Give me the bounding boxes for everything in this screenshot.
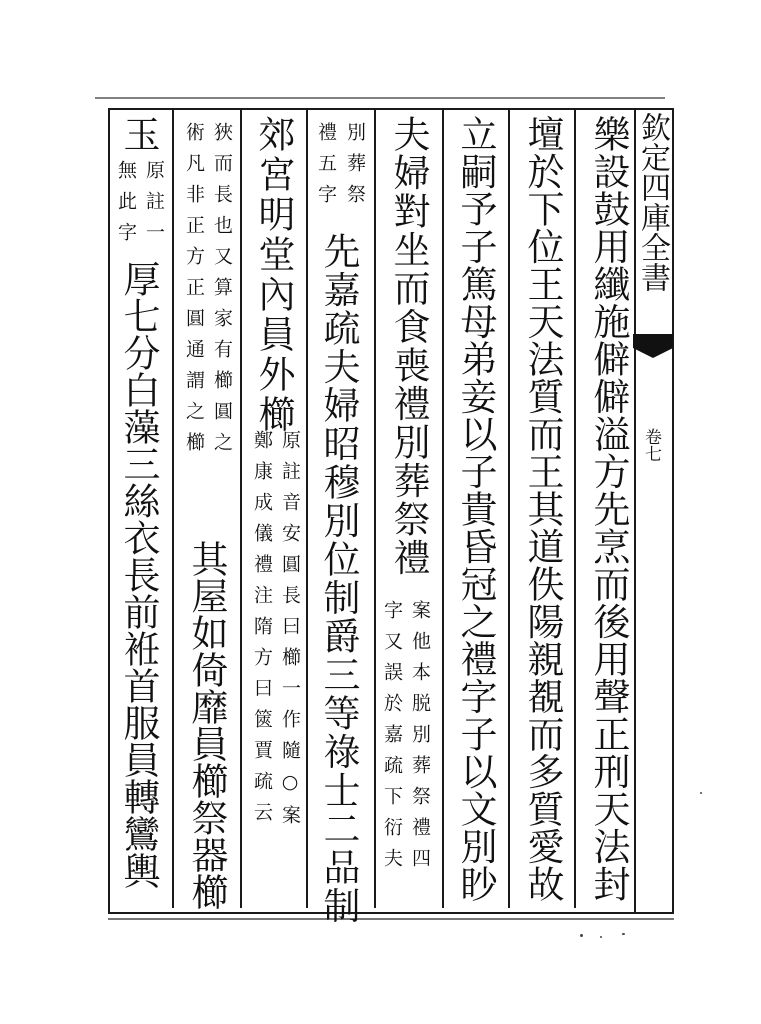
text-column-7: 其屋如倚靡員櫛祭器櫛 [185,540,228,910]
scan-speck [580,934,583,937]
annotation-line-b: 字又誤於嘉疏下衍夫 [381,600,403,879]
text-column-4: 夫婦對坐而食喪禮別葬祭禮 [387,115,430,577]
column-divider [240,110,242,908]
annotation-line-a: 原註一 [143,160,165,253]
text-column-2: 壇於下位王天法質而王其道佚陽親覩而多質愛故 [521,115,564,903]
top-border-rule [95,97,665,99]
annotation-line-b: 術凡非正方正圓通謂之櫛 [183,122,205,463]
column-divider [574,110,576,908]
scan-speck [600,936,602,938]
fishtail-mark [633,334,673,364]
column-divider [374,110,376,908]
text-column-8: 厚七分白藻三絲衣長前袵首服員轉鸞輿 [117,260,160,889]
column-divider [306,110,308,908]
juan-number: 卷七 [641,428,661,462]
annotation-line-a: 案他本脱別葬祭禮四 [409,600,431,879]
scan-speck [622,933,625,935]
annotation-line-a: 原註音安圓長曰櫛一作隨○案 [279,430,301,836]
text-column-6: 郊宮明堂內員外櫛 [252,115,295,435]
column-divider [172,110,174,908]
column-divider [508,110,510,908]
annotation-line-a: 狹而長也又算家有櫛圓之 [211,122,233,463]
annotation-line-b: 鄭康成儀禮注隋方曰篋賈疏云 [251,430,273,833]
text-column-8-start: 玉 [117,115,160,152]
text-column-3: 立嗣予子篤母弟妾以子貴昏冠之禮字子以文別眇 [454,115,497,903]
annotation-line-a: 別葬祭 [344,122,366,215]
annotation-line-b: 無此字 [115,160,137,253]
scan-speck [700,792,702,794]
text-column-5: 先嘉疏夫婦昭穆別位制爵三等祿士二品制 [317,232,360,925]
text-column-1: 樂設鼓用纖施僻僻溢方先烹而後用聲正刑天法封 [587,115,630,903]
column-divider [442,110,444,908]
bottom-border-rule [108,918,674,920]
annotation-line-b: 禮五字 [315,122,337,215]
book-title: 欽定四庫全書 [635,112,670,292]
